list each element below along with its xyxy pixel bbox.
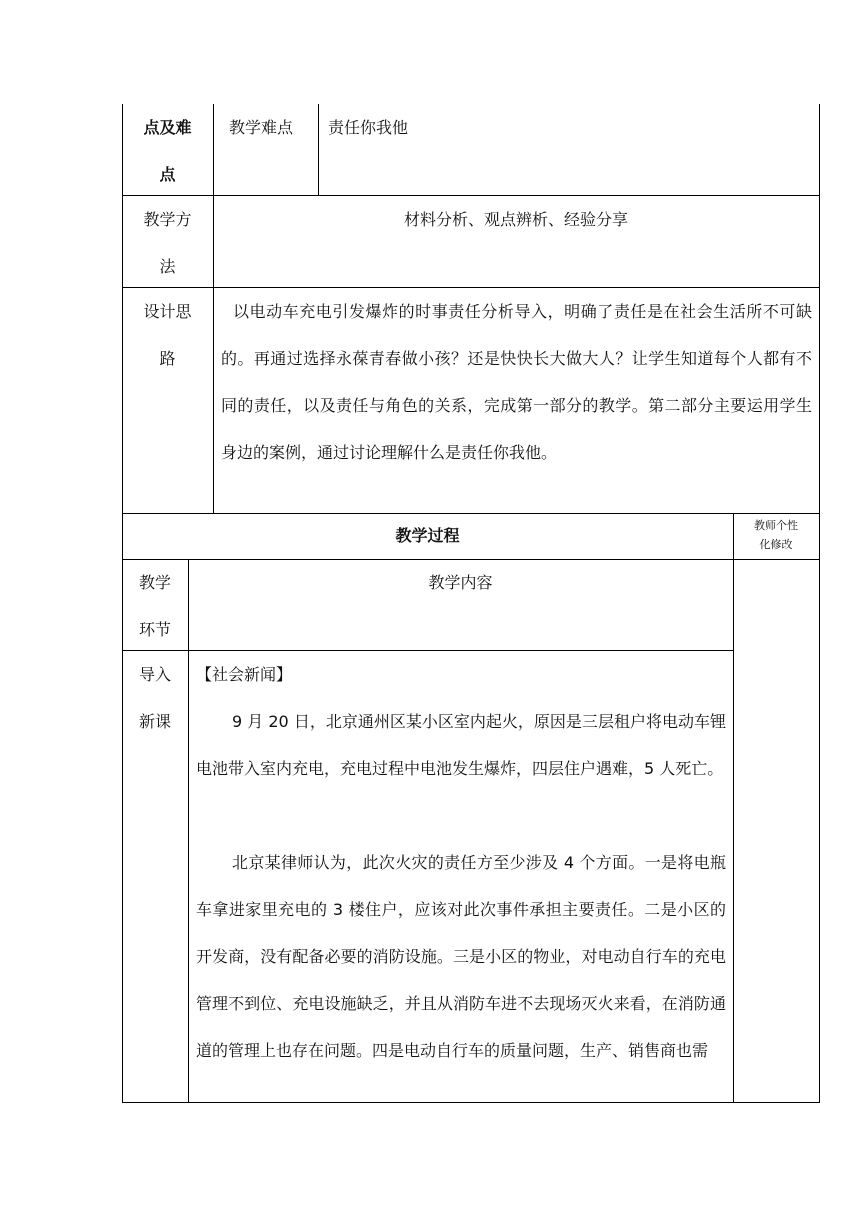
row-label-line: 路 xyxy=(159,349,176,368)
table-border xyxy=(819,104,820,514)
table-border xyxy=(819,513,820,1103)
side-header xyxy=(733,516,819,554)
stage-header-line: 环节 xyxy=(138,620,171,639)
news-heading: 【社会新闻】 xyxy=(196,665,293,684)
table-border xyxy=(213,104,214,514)
table-border xyxy=(122,1102,820,1103)
row-label-line: 点 xyxy=(159,165,176,184)
lawyer-paragraph: 北京某律师认为，此次火灾的责任方至少涉及 4 个方面。一是将电瓶车拿进家里充电的 3 楼住户，应该对此次事件承担主要责任。二是小区的开发商，没有配备必要的消防设施。三是小区的物业，对电动自行车的充电管理不到位、充电设施缺乏，并且从消防车进不去现场灭火来看，在消防通道的管理上也存在问题。四是电动自行车的质量问题，生产、销售商也需 xyxy=(196,853,726,1060)
row-label-line: 教学方 xyxy=(143,210,192,229)
table-border xyxy=(733,513,734,1103)
row-label-line: 法 xyxy=(159,257,176,276)
table-border xyxy=(318,104,319,196)
design-content: 以电动车充电引发爆炸的时事责任分析导入，明确了责任是在社会生活所不可缺的。再通过选择永葆青春做小孩？还是快快长大做大人？让学生知道每个人都有不同的责任，以及责任与角色的关系，完成第一部分的教学。第二部分主要运用学生身边的案例，通过讨论理解什么是责任你我他。 xyxy=(221,302,812,462)
stage-label-line: 新课 xyxy=(138,712,171,731)
table-border xyxy=(188,559,189,1103)
row-label-line: 设计思 xyxy=(143,302,192,321)
news-paragraph: 9 月 20 日，北京通州区某小区室内起火，原因是三层租户将电动车锂电池带入室内充电，充电过程中电池发生爆炸，四层住户遇难，5 人死亡。 xyxy=(196,712,726,778)
side-header-line: 化修改 xyxy=(759,538,793,551)
row-label xyxy=(122,288,213,382)
methods-content: 材料分析、观点辨析、经验分享 xyxy=(403,210,628,229)
row-label-line: 点及难 xyxy=(143,118,192,137)
side-header-line: 教师个性 xyxy=(754,519,798,532)
stage-header-line: 教学 xyxy=(138,573,171,592)
row-label xyxy=(122,196,213,290)
row-label xyxy=(122,104,213,198)
content-header: 教学内容 xyxy=(428,573,493,592)
difficulty-content: 责任你我他 xyxy=(328,118,409,137)
stage-label-line: 导入 xyxy=(138,665,171,684)
stage-label xyxy=(122,651,188,745)
stage-header xyxy=(122,559,188,653)
sub-label: 教学难点 xyxy=(229,118,294,137)
process-title: 教学过程 xyxy=(395,526,460,545)
